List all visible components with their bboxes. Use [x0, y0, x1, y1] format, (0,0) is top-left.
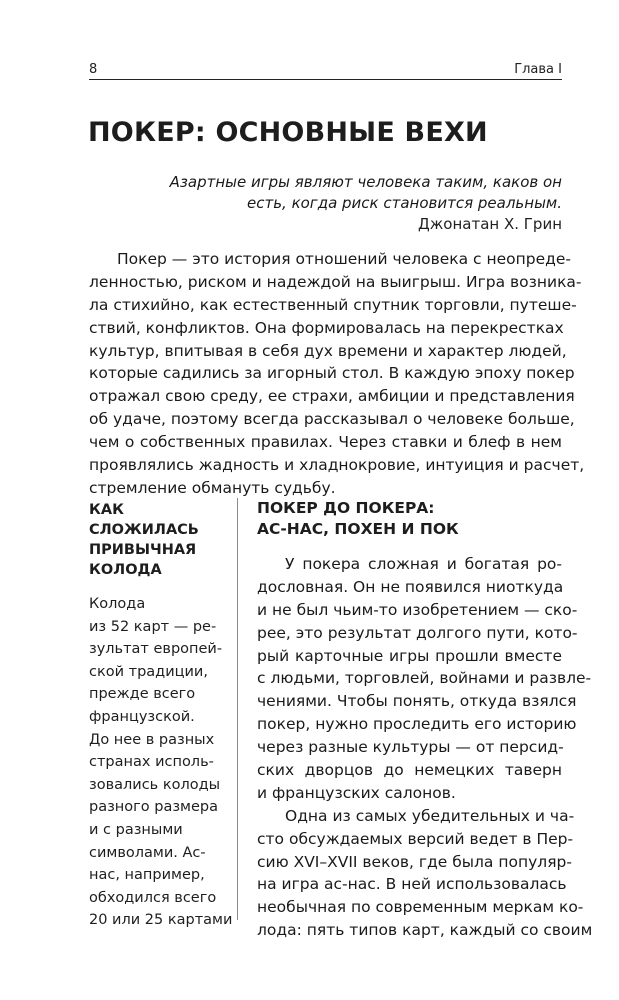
sidebar-title-line: КОЛОДА	[89, 562, 162, 578]
sidebar-line: До нее в разных	[89, 731, 215, 748]
sidebar-title-line: ПРИВЫЧНАЯ	[89, 542, 197, 558]
text-line: и французских салонов.	[257, 783, 456, 802]
text-line: на игра ас-нас. В ней использовалась	[257, 875, 567, 894]
sidebar-body	[89, 593, 233, 932]
epigraph-author: Джонатан Х. Грин	[418, 215, 562, 233]
header-rule	[89, 79, 562, 80]
text-line: чениями. Чтобы понять, откуда взялся	[257, 692, 577, 711]
epigraph-quote	[160, 172, 562, 214]
sidebar-line: обходился всего	[89, 889, 217, 906]
sidebar-line: из 52 карт — ре-	[89, 618, 217, 635]
sidebar-line: прежде всего	[89, 686, 196, 703]
sidebar-line: нас, например,	[89, 867, 205, 884]
text-line: ских дворцов до немецких таверн	[257, 761, 562, 780]
text-line: покер, нужно проследить его историю	[257, 715, 577, 734]
text-line: культур, впитывая в себя дух времени и характер людей,	[89, 341, 567, 360]
text-line: Одна из самых убедительных и ча-	[285, 806, 575, 825]
main-column	[257, 498, 593, 942]
sidebar-line: разного размера	[89, 799, 218, 816]
running-head	[89, 60, 562, 80]
text-line: рее, это результат долгого пути, кото-	[257, 623, 578, 642]
section-body	[257, 553, 593, 942]
text-line: дословная. Он не появился ниоткуда	[257, 577, 564, 596]
text-line: лода: пять типов карт, каждый со своим	[257, 921, 593, 940]
text-line: ленностью, риском и надеждой на выигрыш. Игра возника-	[89, 272, 582, 291]
sidebar-line: Колода	[89, 596, 146, 612]
epigraph-line: Азартные игры являют человека таким, каков он	[169, 173, 562, 191]
text-line: ствий, конфликтов. Она формировалась на перекрестках	[89, 318, 564, 337]
section-heading-line: АС-НАС, ПОХЕН И ПОК	[257, 520, 459, 538]
epigraph	[160, 172, 562, 235]
sidebar-line: ской традиции,	[89, 663, 208, 680]
text-line: отражал свою среду, ее страхи, амбиции и представления	[89, 387, 575, 406]
text-line: и не был чьим-то изобретением — ско-	[257, 600, 578, 619]
chapter-title: ПОКЕР: ОСНОВНЫЕ ВЕХИ	[88, 117, 488, 148]
sidebar-title	[89, 500, 229, 580]
sidebar-line: и с разными	[89, 821, 183, 838]
text-line: проявлялись жадность и хладнокровие, интуиция и расчет,	[89, 456, 585, 475]
column-divider	[237, 498, 238, 920]
text-line: стремление обмануть судьбу.	[89, 478, 336, 497]
text-line: чем о собственных правилах. Через ставки и блеф в нем	[89, 433, 562, 452]
chapter-label: Глава I	[514, 62, 562, 77]
epigraph-line: есть, когда риск становится реальным.	[246, 194, 562, 212]
text-line: с людьми, торговлей, войнами и развле-	[257, 669, 592, 688]
text-line: необычная по современным меркам ко-	[257, 898, 584, 917]
intro-paragraph	[89, 248, 585, 500]
sidebar-title-line: КАК СЛОЖИЛАСЬ	[89, 502, 199, 538]
sidebar-line: символами. Ас-	[89, 844, 206, 861]
text-line: через разные культуры — от персид-	[257, 738, 564, 757]
text-line: сию XVI–XVII веков, где была популяр-	[257, 852, 572, 871]
section-heading-line: ПОКЕР ДО ПОКЕРА:	[257, 499, 435, 517]
text-line: Покер — это история отношений человека с неопреде-	[117, 250, 572, 268]
sidebar-note	[89, 500, 233, 932]
text-line: сто обсуждаемых версий ведет в Пер-	[257, 829, 574, 848]
text-line: ла стихийно, как естественный спутник торговли, путеше-	[89, 295, 577, 314]
text-line: рый карточные игры прошли вместе	[257, 646, 562, 665]
sidebar-line: 20 или 25 картами	[89, 912, 233, 929]
text-line: которые садились за игорный стол. В каждую эпоху покер	[89, 364, 575, 383]
page-number: 8	[89, 62, 98, 77]
sidebar-line: французской.	[89, 708, 195, 725]
sidebar-line: зультат европей-	[89, 641, 223, 658]
section-heading	[257, 498, 562, 540]
sidebar-line: странах исполь-	[89, 754, 214, 771]
text-line: об удаче, поэтому всегда рассказывал о человеке больше,	[89, 410, 575, 429]
sidebar-line: зовались колоды	[89, 776, 221, 793]
text-line: У покера сложная и богатая ро-	[285, 555, 562, 573]
